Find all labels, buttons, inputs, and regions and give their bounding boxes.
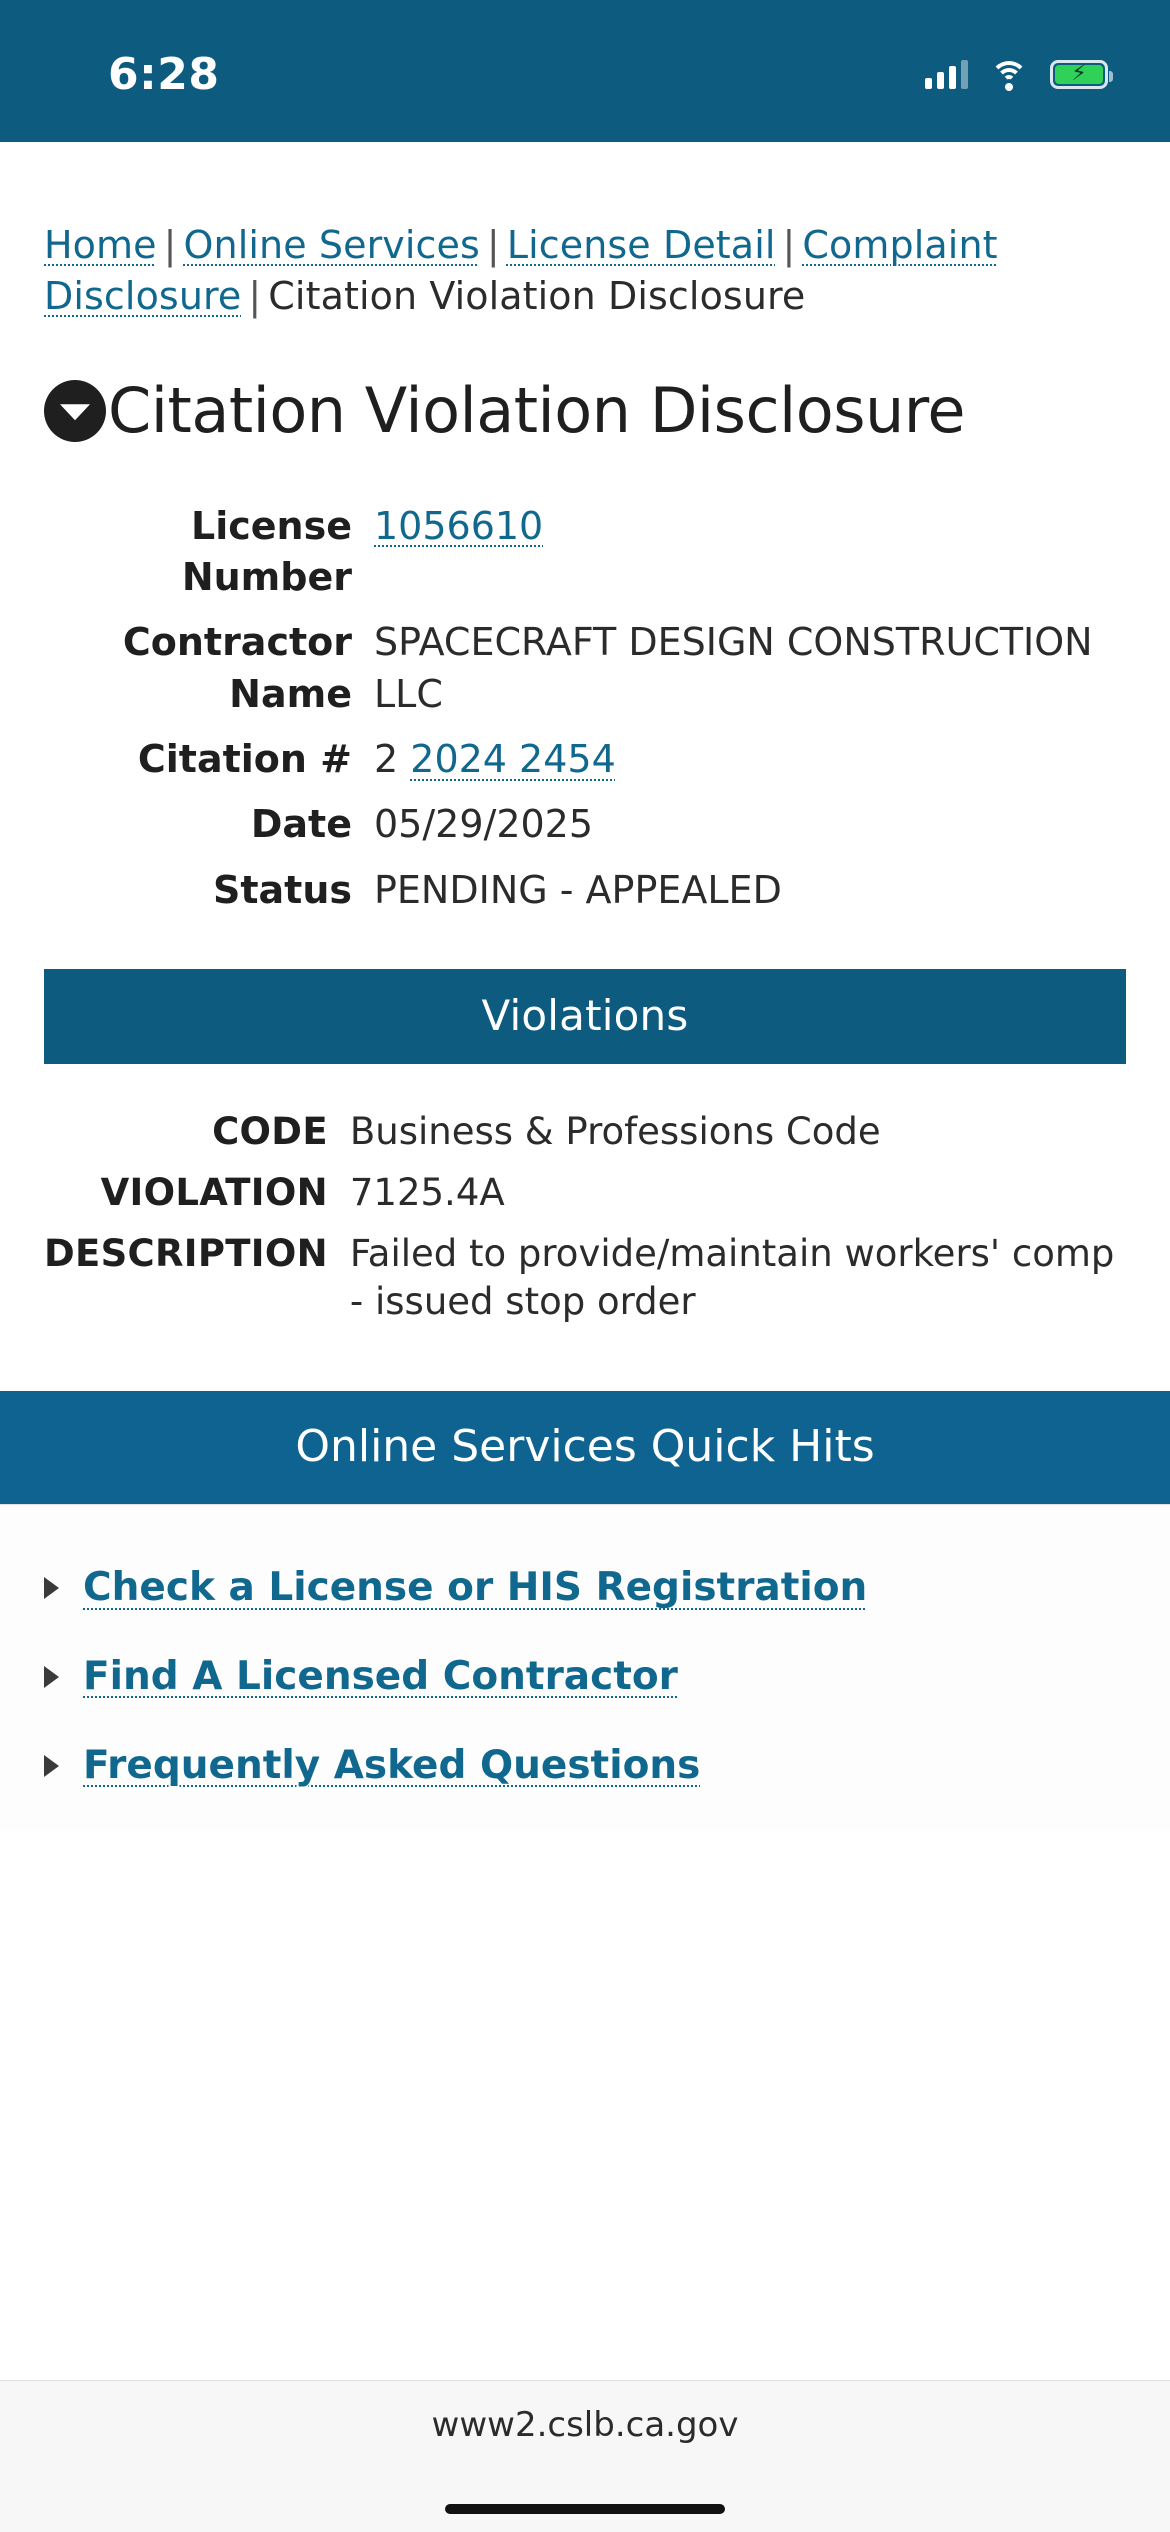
citation-number-link[interactable]: 2024 2454 [410, 737, 616, 782]
detail-label-status: Status [212, 867, 352, 912]
table-row [44, 858, 1126, 923]
violation-label-code: CODE [212, 1109, 328, 1153]
violation-value-violation: 7125.4A [349, 1170, 505, 1214]
page-title [44, 375, 1126, 446]
table-row [44, 1224, 1126, 1334]
status-bar [0, 0, 1170, 142]
table-row [44, 1102, 1126, 1163]
violation-value-description: Failed to provide/maintain workers' comp - issued stop order [349, 1231, 1115, 1324]
breadcrumb-link-complaint-disclosure[interactable]: Complaint Disclosure [44, 223, 998, 319]
detail-value-status: PENDING - APPEALED [374, 867, 782, 912]
detail-label-citation-number: Citation # [137, 737, 352, 782]
status-bar-time: 6:28 [108, 48, 220, 100]
table-row [44, 494, 1126, 611]
status-bar-icons [925, 59, 1108, 89]
battery-charging-icon: ⚡ [1050, 60, 1108, 89]
breadcrumb-link-home[interactable]: Home [44, 223, 157, 267]
breadcrumb [44, 142, 1126, 323]
browser-bottom-bar [0, 2380, 1170, 2532]
collapse-triangle-icon[interactable] [44, 380, 106, 442]
detail-value-license-number [374, 494, 1126, 611]
violations-section-header: Violations [44, 969, 1126, 1064]
license-detail-table [44, 494, 1126, 923]
list-item[interactable] [44, 1723, 1126, 1812]
wifi-icon [990, 59, 1028, 89]
violation-label-description: DESCRIPTION [44, 1231, 328, 1275]
detail-value-contractor-name: SPACECRAFT DESIGN CONSTRUCTION LLC [374, 620, 1093, 716]
quick-hits-list [0, 1504, 1170, 1831]
detail-value-date: 05/29/2025 [374, 802, 594, 847]
quick-hits-link-check-license[interactable]: Check a License or HIS Registration [83, 1565, 868, 1611]
breadcrumb-separator: | [486, 223, 500, 267]
breadcrumb-current: Citation Violation Disclosure [268, 274, 806, 319]
home-indicator[interactable] [445, 2504, 725, 2514]
quick-hits-header: Online Services Quick Hits [0, 1391, 1170, 1504]
detail-label-contractor-name: Contractor Name [122, 620, 352, 716]
url-display[interactable]: www2.cslb.ca.gov [431, 2405, 739, 2445]
arrow-right-icon [44, 1577, 59, 1599]
cellular-signal-icon [925, 59, 968, 89]
breadcrumb-separator: | [248, 274, 262, 319]
violation-label-violation: VIOLATION [100, 1170, 328, 1214]
page-title-text: Citation Violation Disclosure [108, 373, 966, 447]
violation-value-code: Business & Professions Code [349, 1109, 881, 1153]
table-row [44, 792, 1126, 857]
breadcrumb-link-online-services[interactable]: Online Services [183, 223, 480, 267]
quick-hits-section [0, 1391, 1170, 1831]
table-row [44, 727, 1126, 792]
table-row [44, 1163, 1126, 1224]
page-content [0, 142, 1170, 1831]
detail-value-citation-number [374, 727, 1126, 792]
arrow-right-icon [44, 1755, 59, 1777]
detail-label-license-number: License Number [181, 503, 352, 600]
license-number-link[interactable]: 1056610 [374, 503, 544, 548]
list-item[interactable] [44, 1634, 1126, 1723]
breadcrumb-separator: | [782, 223, 796, 267]
detail-label-date: Date [250, 802, 352, 847]
breadcrumb-link-license-detail[interactable]: License Detail [506, 223, 776, 267]
citation-prefix: 2 [374, 737, 411, 782]
quick-hits-link-find-contractor[interactable]: Find A Licensed Contractor [83, 1653, 678, 1699]
table-row [44, 610, 1126, 727]
violations-table [44, 1102, 1126, 1333]
arrow-right-icon [44, 1666, 59, 1688]
list-item[interactable] [44, 1545, 1126, 1634]
quick-hits-link-faq[interactable]: Frequently Asked Questions [83, 1742, 701, 1788]
breadcrumb-separator: | [163, 223, 177, 267]
